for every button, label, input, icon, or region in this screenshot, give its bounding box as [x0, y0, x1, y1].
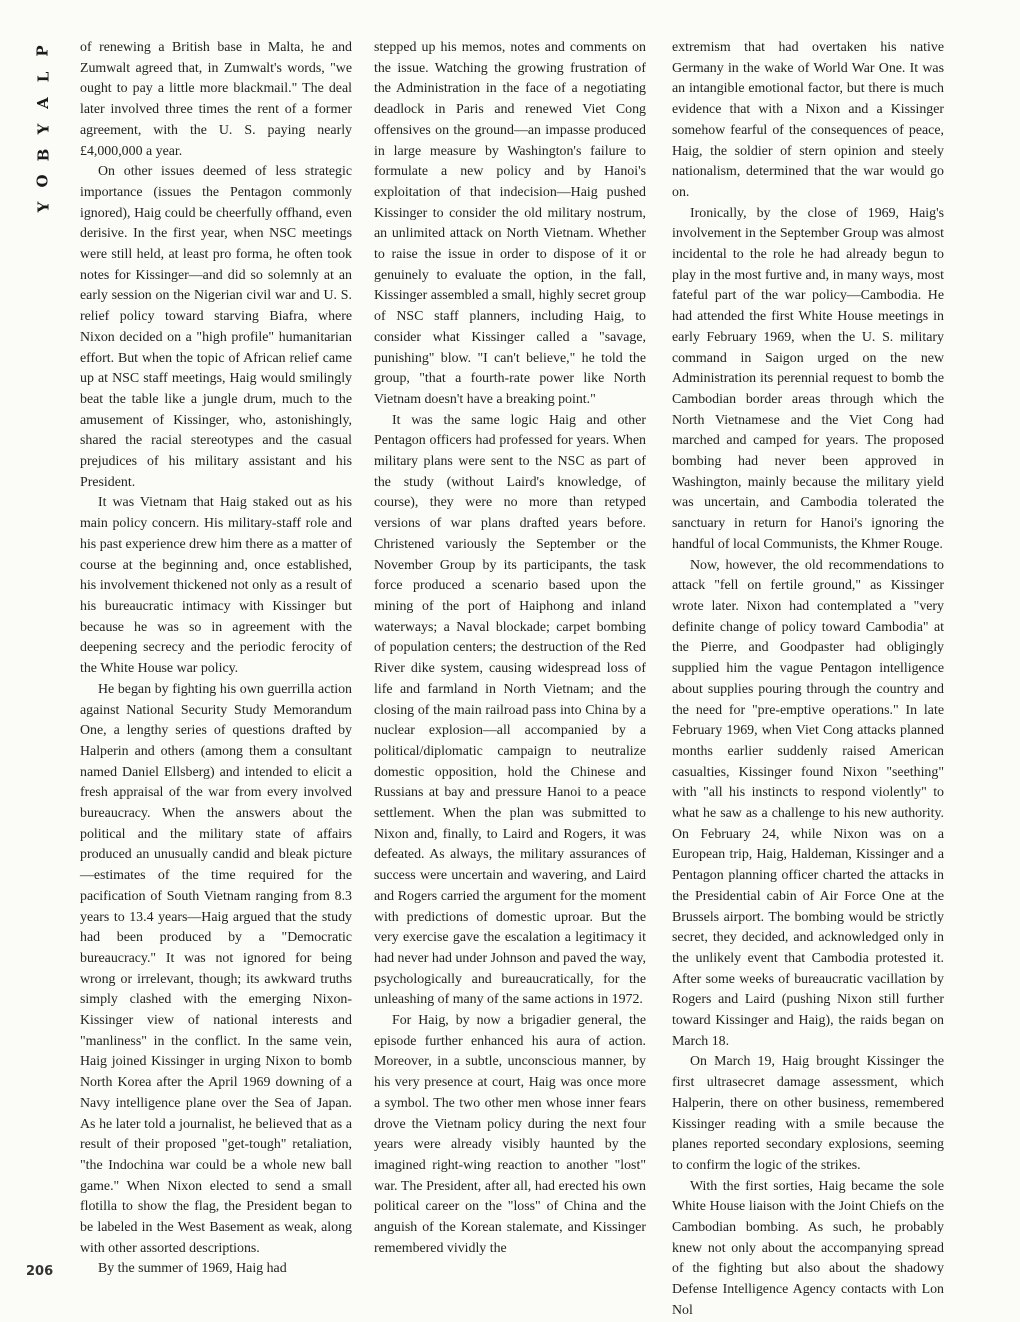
magazine-vertical-title — [30, 38, 56, 220]
title-letter: P — [34, 45, 52, 57]
article-column-2 — [374, 38, 646, 1288]
title-letter: Y — [34, 123, 52, 135]
paragraph: stepped up his memos, notes and comments on the issue. Watching the growing frustration of the Administration in the face of a negotiating deadlock in Paris and renewed Viet Cong offensives on the ground—an impasse produced in large measure by Washington's failure to formulate a new policy and by Hanoi's exploitation of that indecision—Haig pushed Kissinger to consider the old military nostrum, an unlimited attack on North Vietnam. Whether to raise the issue in order to dispose of it or genuinely to evaluate the option, in the fall, Kissinger assembled a small, highly secret group of NSC staff planners, including Haig, to consider what Kissinger called a "savage, punishing" blow. "I can't believe," he told the group, "that a fourth-rate power like North Vietnam doesn't have a breaking point." — [374, 40, 646, 407]
paragraph: of renewing a British base in Malta, he and Zumwalt agreed that, in Zumwalt's words, "we ought to pay a little more blackmail." The deal later involved three times the rent of a former agreement, with the U. S. paying nearly £4,000,000 a year. — [80, 40, 352, 159]
paragraph: Ironically, by the close of 1969, Haig's involvement in the September Group was almost incidental to the role he had already begun to play in the most furtive and, in many ways, most fateful part of the war policy—Cambodia. He had attended the first White House meetings in early February 1969, when the U. S. military command in Saigon urged on the new Administration its perennial request to bomb the Cambodian border areas through which the North Vietnamese and the Viet Cong had marched and camped for years. The proposed bombing had never been approved in Washington, mainly because the military yield was uncertain, and Cambodia tolerated the sanctuary in return for Hanoi's ignoring the handful of local Communists, the Khmer Rouge. — [672, 205, 944, 552]
paragraph: By the summer of 1969, Haig had — [98, 1261, 287, 1277]
title-letter: L — [33, 71, 52, 83]
title-letter: A — [33, 97, 52, 109]
title-letter: O — [33, 174, 52, 188]
paragraph: It was Vietnam that Haig staked out as his main policy concern. His military-staff role and his past experience drew him there as a matter of course at the beginning and, once established, his involvement thickened not only as a result of his bureaucratic intimacy with Kissinger but because he was so in agreement with the deepening secrecy and the periodic ferocity of the White House war policy. — [80, 495, 352, 677]
article-column-1 — [80, 38, 352, 1288]
paragraph: On March 19, Haig brought Kissinger the first ultrasecret damage assessment, which Halperin, there on other business, remembered Kissinger reading with a smile because the planes reported secondary explosions, seeming to confirm the logic of the strikes. — [672, 1054, 944, 1173]
paragraph: On other issues deemed of less strategic importance (issues the Pentagon commonly ignored), Haig could be cheerfully offhand, even derisive. In the first year, when NSC meetings were still held, at least pro forma, he often took notes for Kissinger—and did so solemnly at an early session on the Nigerian civil war and U. S. relief policy toward starving Biafra, where Nixon decided on a "high profile" humanitarian effort. But when the topic of African relief came up at NSC staff meetings, Haig would smilingly beat the table like a jungle drum, much to the amusement of Kissinger, who, astonishingly, shared the racial stereotypes and the casual prejudices of his military assistant and his President. — [80, 164, 352, 490]
title-letter: B — [34, 148, 52, 162]
paragraph: For Haig, by now a brigadier general, the episode further enhanced his aura of action. Moreover, in a subtle, unconscious manner, by his very presence at court, Haig was once more a symbol. The two other men whose inner fears drove the Vietnam policy during the next four years were already visibly haunted by the imagined right-wing reaction to another "lost" war. The President, after all, had erected his own political career on the "loss" of China and the anguish of the Korean stalemate, and Kissinger remembered vividly the — [374, 1013, 646, 1256]
paragraph: He began by fighting his own guerrilla action against National Security Study Memorandum One, a lengthy series of questions drafted by Halperin and others (among them a consultant named Daniel Ellsberg) and intended to elicit a fresh appraisal of the war from every involved bureaucracy. When the answers about the political and the military state of affairs produced an unusually candid and bleak picture—estimates of the time required for the pacification of South Vietnam ranging from 8.3 years to 13.4 years—Haig argued that the study had been produced by a "Democratic bureaucracy." It was not ignored for being wrong or irrelevant, though; its awkward truths simply clashed with the emerging Nixon-Kissinger view of national interests and "manliness" in the conflict. In the same vein, Haig joined Kissinger in urging Nixon to bomb North Korea after the April 1969 downing of a Navy intelligence plane over the Sea of Japan. As he later told a journalist, he believed that as a result of their proposed "get-tough" retaliation, "the Indochina war could be a whole new ball game." When Nixon elected to send a small flotilla to show the flag, the President began to be labeled in the West Basement as weak, along with other assorted descriptions. — [80, 681, 352, 1256]
paragraph: With the first sorties, Haig became the sole White House liaison with the Joint Chiefs on the Cambodian bombing. As such, he probably knew not only about the accompanying spread of the fighting but also about the shadowy Defense Intelligence Agency contacts with Lon Nol — [672, 1178, 944, 1318]
page-number: 206 — [26, 1264, 54, 1279]
paragraph: extremism that had overtaken his native Germany in the wake of World War One. It was an intangible emotional factor, but there is much evidence that with a Nixon and a Kissinger somehow fearful of the consequences of peace, Haig, the soldier of stern opinion and steely nationalism, determined that the war would go on. — [672, 40, 944, 200]
paragraph: It was the same logic Haig and other Pentagon officers had professed for years. When military plans were sent to the NSC as part of the study (without Laird's knowledge, of course), they were no more than retyped versions of war plans drafted years before. Christened variously the September or the November Group by its participants, the task force produced a scenario based upon the mining of the port of Haiphong and inland waterways; a Naval blockade; carpet bombing of population centers; the destruction of the Red River dike system, causing widespread loss of life and farmland in North Vietnam; and the closing of the main railroad pass into China by a nuclear explosion—all accompanied by a political/diplomatic campaign to neutralize domestic opposition, hold the Chinese and Russians at bay and pressure Hanoi to a peace settlement. When the plan was submitted to Nixon and, finally, to Laird and Rogers, it was defeated. As always, the military assurances of success were uncertain and wavering, and Laird and Rogers carried the argument for the moment with predictions of domestic uproar. But the very exercise gave the escalation a legitimacy it had never had under Johnson and paved the way, psychologically and bureaucratically, for the unleashing of many of the same actions in 1972. — [374, 412, 646, 1008]
article-column-3 — [672, 38, 944, 1318]
paragraph: Now, however, the old recommendations to attack "fell on fertile ground," as Kissinger wrote later. Nixon had contemplated a "very definite change of policy toward Cambodia" at the Pierre, and Goodpaster had obligingly supplied him the vague Pentagon intelligence about supplies pouring through the country and the need for "pre-emptive operations." In late February 1969, when Viet Cong attacks planned months earlier suddenly raised American casualties, Kissinger found Nixon "seething" with "all his instincts to respond violently" to what he saw as a challenge to his new authority. On February 24, while Nixon was on a European trip, Haig, Haldeman, Kissinger and a Pentagon planning officer charted the attacks in the Presidential cabin of Air Force One at the Brussels airport. The bombing would be strictly secret, they decided, and acknowledged only in the unlikely event that Cambodia protested it. After some weeks of bureaucratic vacillation by Rogers and Laird (pushing Nixon still further toward Kissinger and Haig), the raids began on March 18. — [672, 557, 944, 1049]
title-letter: Y — [34, 201, 52, 213]
